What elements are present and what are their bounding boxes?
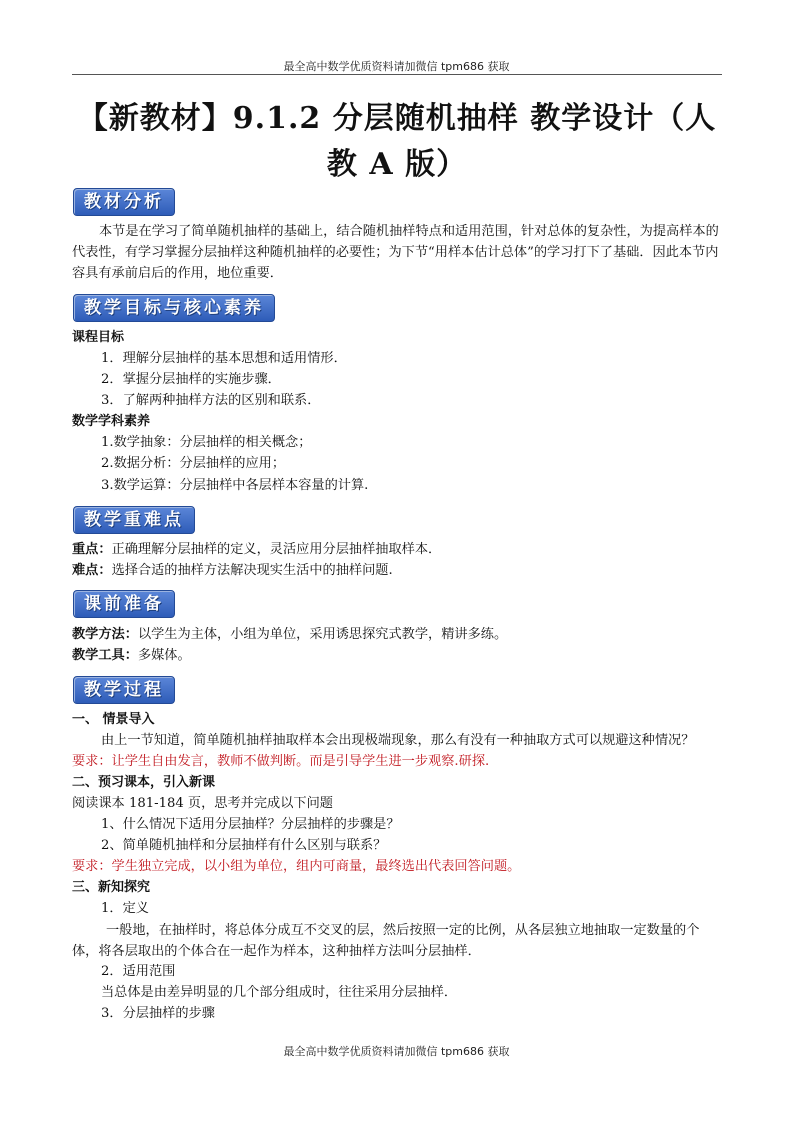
header-note: 最全高中数学优质资料请加微信 tpm686 获取 — [283, 60, 510, 73]
title-line-2: 教 A 版） — [326, 147, 468, 182]
teaching-method-text: 以学生为主体，小组为单位，采用诱思探究式教学，精讲多练。 — [137, 627, 508, 642]
teaching-tool-text: 多媒体。 — [137, 648, 191, 663]
key-point-label: 重点： — [72, 542, 112, 557]
teaching-tool-label: 教学工具： — [72, 648, 138, 663]
course-goal-item: 3．了解两种抽样方法的区别和联系． — [101, 393, 321, 408]
teaching-method — [72, 625, 507, 645]
section-2-question: 2、简单随机抽样和分层抽样有什么区别与联系？ — [101, 838, 387, 853]
title-line-1: 【新教材】9.1.2 分层随机抽样 教学设计（人 — [77, 101, 717, 136]
literacy-item: 1.数学抽象：分层抽样的相关概念； — [101, 435, 312, 450]
teaching-tool — [72, 646, 191, 666]
literacy-heading: 数学学科素养 — [72, 414, 151, 429]
section-2-requirement: 要求：学生独立完成，以小组为单位，组内可商量，最终选出代表回答问题。 — [72, 859, 521, 874]
banner-analysis: 教材分析 — [73, 188, 175, 216]
teaching-method-label: 教学方法： — [72, 627, 138, 642]
header-divider — [72, 74, 722, 75]
section-3-heading: 三、新知探究 — [72, 880, 151, 895]
key-point-text: 正确理解分层抽样的定义，灵活应用分层抽样抽取样本． — [111, 542, 442, 557]
banner-process: 教学过程 — [73, 676, 175, 704]
definition-text: 一般地，在抽样时，将总体分成互不交叉的层，然后按照一定的比例，从各层独立地抽取一定数量的个体，将各层取出的个体合在一起作为样本，这种抽样方法叫分层抽样． — [72, 923, 700, 959]
course-goal-item: 1．理解分层抽样的基本思想和适用情形． — [101, 351, 347, 366]
scope-heading: 2．适用范围 — [101, 964, 176, 979]
section-2-text: 阅读课本 181-184 页，思考并完成以下问题 — [72, 796, 333, 811]
banner-keypoints: 教学重难点 — [73, 506, 195, 534]
key-point — [72, 540, 441, 560]
literacy-item: 3.数学运算：分层抽样中各层样本容量的计算. — [101, 478, 369, 493]
steps-heading: 3．分层抽样的步骤 — [101, 1006, 215, 1021]
course-goal-item: 2．掌握分层抽样的实施步骤． — [101, 372, 281, 387]
section-1-text: 由上一节知道，简单随机抽样抽取样本会出现极端现象，那么有没有一种抽取方式可以规避这种情况？ — [101, 733, 695, 748]
banner-goals: 教学目标与核心素养 — [73, 294, 275, 322]
section-1-heading: 一、 情景导入 — [72, 712, 155, 727]
section-2-heading: 二、预习课本，引入新课 — [72, 775, 216, 790]
course-goals-heading: 课程目标 — [72, 330, 125, 345]
section-1-requirement: 要求：让学生自由发言，教师不做判断。而是引导学生进一步观察.研探. — [72, 754, 490, 769]
banner-prep: 课前准备 — [73, 590, 175, 618]
difficult-point-text: 选择合适的抽样方法解决现实生活中的抽样问题. — [111, 563, 393, 578]
section-2-question: 1、什么情况下适用分层抽样？分层抽样的步骤是？ — [101, 817, 400, 832]
scope-text: 当总体是由差异明显的几个部分组成时，往往采用分层抽样． — [101, 985, 458, 1000]
footer-note: 最全高中数学优质资料请加微信 tpm686 获取 — [283, 1045, 510, 1058]
difficult-point — [72, 561, 393, 581]
document-title — [72, 96, 722, 188]
literacy-item: 2.数据分析：分层抽样的应用； — [101, 456, 286, 471]
definition-heading: 1．定义 — [101, 901, 149, 916]
difficult-point-label: 难点： — [72, 563, 112, 578]
analysis-paragraph: 本节是在学习了简单随机抽样的基础上，结合随机抽样特点和适用范围，针对总体的复杂性，为提高样本的代表性，有学习掌握分层抽样这种随机抽样的必要性；为下节“用样本估计总体”的学习打下了基础．因此本节内容具有承前启后的作用，地位重要． — [72, 224, 719, 281]
